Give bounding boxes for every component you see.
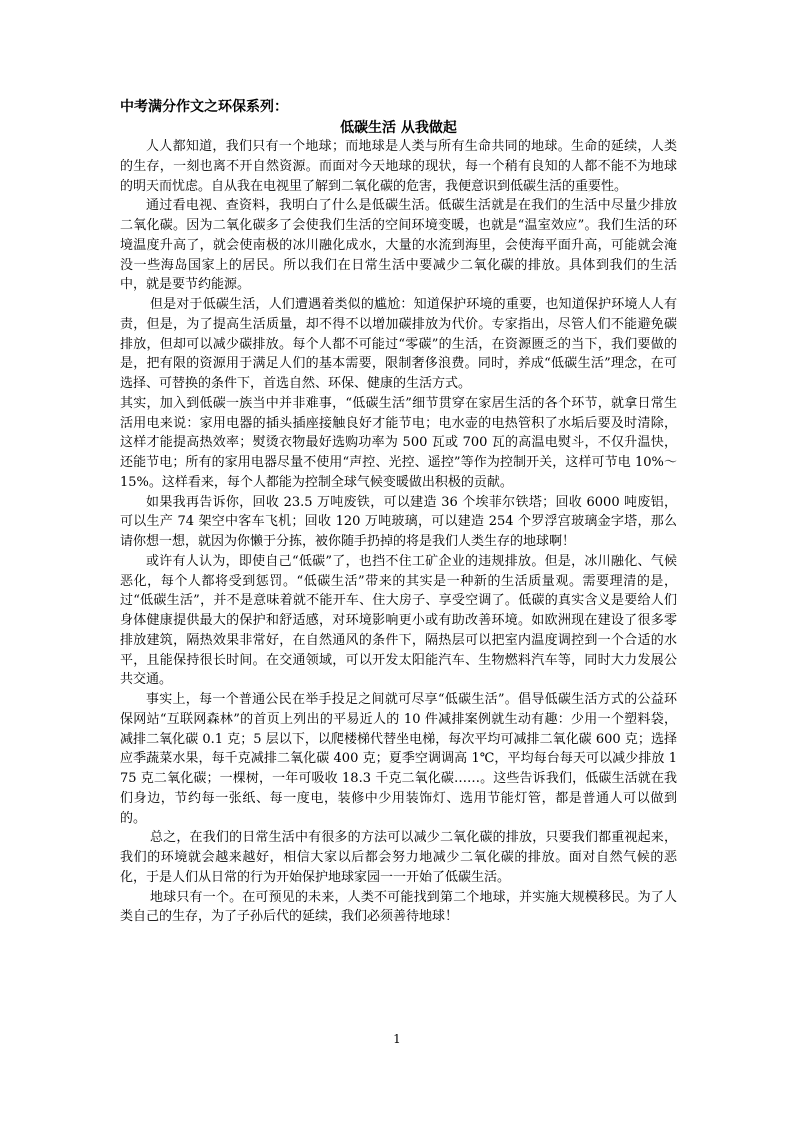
series-heading: 中考满分作文之环保系列：: [120, 99, 288, 115]
paragraph-6: 或许有人认为，即使自己“低碳”了，也挡不住工矿企业的违规排放。但是，冰川融化、气候恶化，每个人都将受到惩罚。“低碳生活”带来的其实是一种新的生活质量观。需要理清的是，过“低碳生活”，并不是意味着就不能开车、住大房子、享受空调了。低碳的真实含义是要给人们身体健康提供最大的保护和舒适感，对环境影响更小或有助改善环境。如欧洲现在建设了很多零排放建筑，隔热效果非常好，在自然通风的条件下，隔热层可以把室内温度调控到一个合适的水平，且能保持很长时间。在交通领域，可以开发太阳能汽车、生物燃料汽车等，同时大力发展公共交通。: [120, 553, 677, 688]
paragraph-7: 事实上，每一个普通公民在举手投足之间就可尽享“低碳生活”。倡导低碳生活方式的公益环保网站“互联网森林”的首页上列出的平易近人的 10 件减排案例就生动有趣：少用一个塑料袋，减排二氧化碳 0.1 克；5 层以下，以爬楼梯代替坐电梯，每次平均可减排二氧化碳 600 克；选择应季蔬菜水果，每千克减排二氧化碳 400 克；夏季空调调高 1℃，平均每台每天可以减少排放 175 克二氧化碳；一棵树，一年可吸收 18.3 千克二氧化碳……。这些告诉我们，低碳生活就在我们身边，节约每一张纸、每一度电，装修中少用装饰灯、选用节能灯管，都是普通人可以做到的。: [120, 692, 677, 826]
paragraph-1: 人人都知道，我们只有一个地球；而地球是人类与所有生命共同的地球。生命的延续，人类的生存，一刻也离不开自然资源。而面对今天地球的现状，每一个稍有良知的人都不能不为地球的明天而忧虑。自从我在电视里了解到二氧化碳的危害，我便意识到低碳生活的重要性。: [120, 139, 677, 194]
paragraph-4: 其实，加入到低碳一族当中并非难事，“低碳生活”细节贯穿在家居生活的各个环节，就拿日常生活用电来说：家用电器的插头插座接触良好才能节电；电水壶的电热管积了水垢后要及时清除，这样才能提高热效率；熨烫衣物最好选购功率为 500 瓦或 700 瓦的高温电熨斗，不仅升温快，还能节电；所有的家用电器尽量不使用“声控、光控、遥控”等作为控制开关，这样可节电 10%～15%。这样看来，每个人都能为控制全球气候变暖做出积极的贡献。: [120, 395, 677, 490]
page-number: 1: [393, 1032, 401, 1046]
paragraph-2: 通过看电视、查资料，我明白了什么是低碳生活。低碳生活就是在我们的生活中尽量少排放二氧化碳。因为二氧化碳多了会使我们生活的空间环境变暖，也就是“温室效应”。我们生活的环境温度升高了，就会使南极的冰川融化成水，大量的水流到海里，会使海平面升高，可能就会淹没一些海岛国家上的居民。所以我们在日常生活中要减少二氧化碳的排放。具体到我们的生活中，就是要节约能源。: [120, 198, 677, 293]
paragraph-5: 如果我再告诉你，回收 23.5 万吨废铁，可以建造 36 个埃菲尔铁塔；回收 6000 吨废铝，可以生产 74 架空中客车飞机；回收 120 万吨玻璃，可以建造 254 个罗浮宫玻璃金字塔，那么请你想一想，就因为你懒于分拣，被你随手扔掉的将是我们人类生存的地球啊！: [120, 494, 677, 549]
essay-title: 低碳生活 从我做起: [340, 120, 457, 136]
paragraph-3: 但是对于低碳生活，人们遭遇着类似的尴尬：知道保护环境的重要，也知道保护环境人人有责，但是，为了提高生活质量，却不得不以增加碳排放为代价。专家指出，尽管人们不能避免碳排放，但却可以减少碳排放。每个人都不可能过“零碳”的生活，在资源匮乏的当下，我们要做的是，把有限的资源用于满足人们的基本需要，限制奢侈浪费。同时，养成“低碳生活”理念，在可选择、可替换的条件下，首选自然、环保、健康的生活方式。: [120, 297, 677, 391]
paragraph-8: 总之，在我们的日常生活中有很多的方法可以减少二氧化碳的排放，只要我们都重视起来，我们的环境就会越来越好，相信大家以后都会努力地减少二氧化碳的排放。面对自然气候的恶化，于是人们从日常的行为开始保护地球家园一一开始了低碳生活。: [120, 830, 677, 885]
essay-body: [120, 137, 677, 927]
paragraph-9: 地球只有一个。在可预见的未来，人类不可能找到第二个地球，并实施大规模移民。为了人类自己的生存，为了子孙后代的延续，我们必须善待地球！: [120, 889, 677, 925]
